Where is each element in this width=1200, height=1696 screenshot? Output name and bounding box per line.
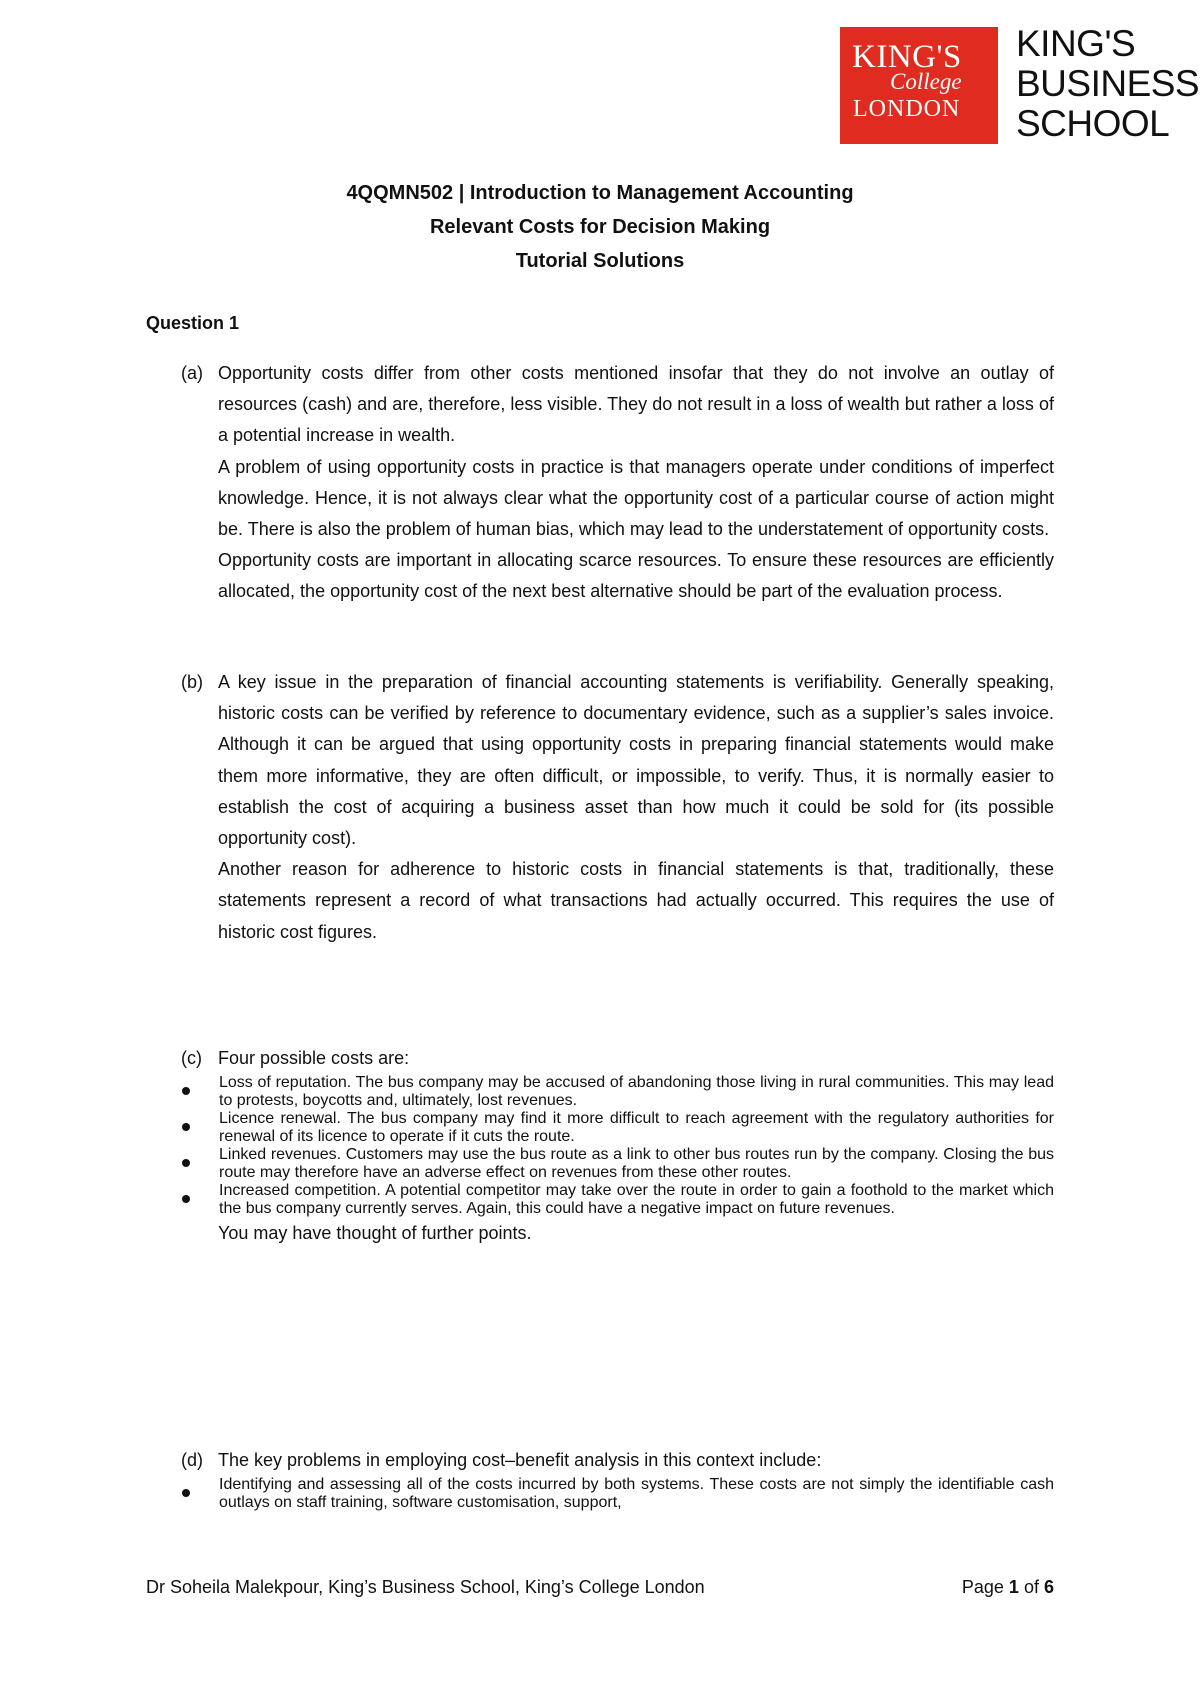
list-item-text: Increased competition. A potential competitor may take over the route in order to gain a foothold to the market which the bus company currently serves. Again, this could have a negative impact on future revenues. bbox=[219, 1182, 1054, 1218]
paragraph: Opportunity costs differ from other costs mentioned insofar that they do not involve an outlay of resources (cash) and are, therefore, less visible. They do not result in a loss of wealth but rather a loss of a potential increase in wealth. bbox=[218, 363, 1054, 446]
bullet-icon bbox=[182, 1159, 190, 1167]
page-current: 1 bbox=[1008, 1577, 1019, 1597]
question-heading: Question 1 bbox=[146, 313, 240, 333]
page-number bbox=[962, 1577, 1054, 1598]
bullet-icon bbox=[182, 1489, 190, 1497]
answer-outro bbox=[218, 1218, 1054, 1249]
kbs-line-1: KING'S bbox=[1016, 23, 1136, 64]
kcl-logo-college: College bbox=[890, 69, 962, 94]
bullet-list bbox=[146, 1074, 1054, 1218]
doc-type-title: Tutorial Solutions bbox=[515, 250, 685, 272]
list-item bbox=[146, 1110, 1054, 1146]
paragraph: Opportunity costs are important in allocating scarce resources. To ensure these resources are efficiently allocated, the opportunity cost of the next best alternative should be part of the evaluation process. bbox=[218, 550, 1054, 602]
page-of: of bbox=[1023, 1577, 1039, 1597]
answer-c bbox=[146, 1043, 1054, 1249]
list-item-text: Licence renewal. The bus company may find it more difficult to reach agreement with the regulatory authorities for renewal of its licence to operate if it cuts the route. bbox=[219, 1110, 1054, 1146]
kcl-logo-kings: KING'S bbox=[852, 39, 962, 75]
kcl-logo-box bbox=[840, 27, 998, 144]
answer-label: (d) bbox=[181, 1450, 203, 1470]
answer-label: (b) bbox=[181, 672, 203, 692]
answer-label: (a) bbox=[181, 363, 203, 383]
kings-business-school-logo bbox=[840, 23, 1200, 144]
answer-body bbox=[218, 358, 1054, 608]
paragraph: Another reason for adherence to historic costs in financial statements is that, traditionally, these statements represent a record of what transactions had actually occurred. This requires the use of historic cost figures. bbox=[218, 859, 1054, 942]
bullet-icon bbox=[182, 1087, 190, 1095]
list-item-text: Loss of reputation. The bus company may be accused of abandoning those living in rural communities. This may lead to protests, boycotts and, ultimately, lost revenues. bbox=[219, 1074, 1054, 1110]
topic-title: Relevant Costs for Decision Making bbox=[429, 216, 771, 238]
page-total: 6 bbox=[1043, 1577, 1054, 1597]
kcl-logo-london: LONDON bbox=[853, 96, 961, 122]
answer-a bbox=[146, 358, 1054, 608]
course-title: 4QQMN502 | Introduction to Management Accounting bbox=[346, 182, 854, 204]
bullet-icon bbox=[182, 1195, 190, 1203]
bullet-list bbox=[146, 1476, 1054, 1512]
outro-text: You may have thought of further points. bbox=[218, 1223, 532, 1244]
kbs-line-2: BUSINESS bbox=[1016, 63, 1200, 104]
page-word: Page bbox=[961, 1577, 1004, 1597]
answer-body bbox=[218, 1043, 1054, 1074]
answer-body bbox=[218, 667, 1054, 948]
footer-author: Dr Soheila Malekpour, King’s Business School, King’s College London bbox=[146, 1577, 705, 1597]
kbs-wordmark bbox=[1016, 24, 1199, 144]
list-item-text: Linked revenues. Customers may use the bus route as a link to other bus routes run by the company. Closing the bus route may therefore have an adverse effect on revenues from these other routes. bbox=[219, 1146, 1054, 1182]
answer-body bbox=[218, 1445, 1054, 1476]
list-item bbox=[146, 1182, 1054, 1218]
intro-text: The key problems in employing cost–benefit analysis in this context include: bbox=[218, 1450, 822, 1470]
kbs-line-3: SCHOOL bbox=[1016, 103, 1170, 144]
document-title-block bbox=[0, 176, 1200, 278]
list-item bbox=[146, 1476, 1054, 1512]
intro-text: Four possible costs are: bbox=[218, 1048, 410, 1068]
list-item-text: Identifying and assessing all of the costs incurred by both systems. These costs are not simply the identifiable cash outlays on staff training, software customisation, support, bbox=[219, 1476, 1054, 1512]
paragraph: A problem of using opportunity costs in practice is that managers operate under conditions of imperfect knowledge. Hence, it is not always clear what the opportunity cost of a particular course of action might be. There is also the problem of human bias, which may lead to the understatement of opportunity costs. bbox=[218, 456, 1054, 540]
answer-label: (c) bbox=[181, 1048, 202, 1068]
bullet-icon bbox=[182, 1123, 190, 1131]
paragraph: A key issue in the preparation of financial accounting statements is verifiability. Generally speaking, historic costs can be verified by reference to documentary evidence, such as a supplier’s sales invoice. Although it can be argued that using opportunity costs in preparing financial statements would make them more informative, they are often difficult, or impossible, to verify. Thus, it is normally easier to establish the cost of acquiring a business asset than how much it could be sold for (its possible opportunity cost). bbox=[218, 672, 1054, 849]
answer-d bbox=[146, 1445, 1054, 1512]
list-item bbox=[146, 1146, 1054, 1182]
answer-b bbox=[146, 667, 1054, 948]
list-item bbox=[146, 1074, 1054, 1110]
